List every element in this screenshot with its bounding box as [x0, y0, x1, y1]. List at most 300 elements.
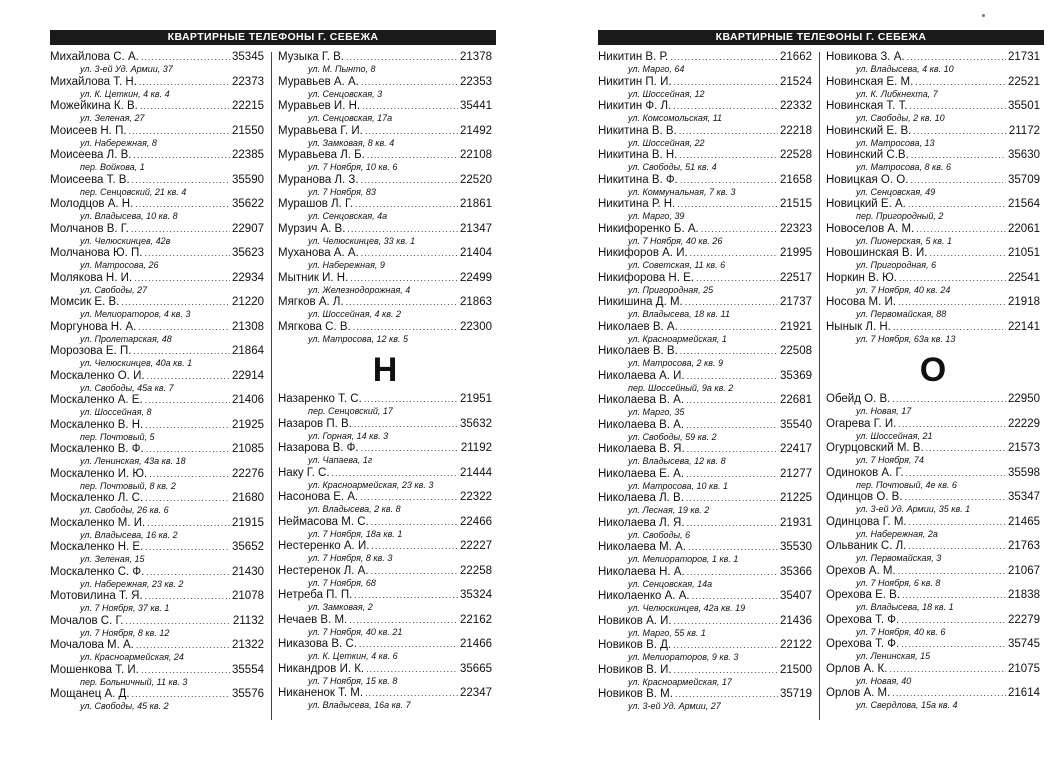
- street-address: ул. М. Пынто, 8: [308, 64, 376, 74]
- street-address: пер. Больничный, 11 кв. 3: [80, 676, 188, 687]
- dot-leader: [144, 247, 230, 260]
- phone-number: 21918: [1008, 296, 1040, 308]
- column-1: [50, 51, 264, 721]
- phone-number: 21430: [232, 565, 264, 578]
- entry-line: [598, 517, 812, 530]
- directory-entry: [826, 149, 1040, 174]
- subscriber-name: Москаленко М. И.: [50, 516, 146, 529]
- phone-number: 21378: [460, 51, 492, 63]
- entry-line: [50, 517, 264, 530]
- street-address: ул. Свободы, 6: [628, 529, 691, 540]
- street-address: ул. Железнодорожная, 4: [308, 284, 411, 295]
- directory-entry: [826, 223, 1040, 248]
- street-address: ул. К. Либкнехта, 7: [856, 88, 938, 99]
- directory-entry: [826, 516, 1040, 541]
- street-address: ул. Владысева, 4 кв. 10: [856, 64, 954, 74]
- street-address: ул. К. Цеткин, 4 кв. 4: [80, 88, 170, 99]
- dot-leader: [916, 223, 1006, 236]
- entry-line: [826, 687, 1040, 700]
- entry-line: [826, 296, 1040, 309]
- directory-entry: [278, 76, 492, 101]
- entry-line: [278, 223, 492, 236]
- street-address: ул. Набережная, 2а: [856, 528, 938, 539]
- subscriber-name: Никифорова Н. Е.: [598, 271, 694, 284]
- street-address: ул. 3-ей Уд. Армии, 35 кв. 1: [856, 504, 971, 514]
- subscriber-name: Никифоренко Б. А.: [598, 222, 699, 235]
- street-address: пер. Войкова, 1: [80, 162, 145, 172]
- phone-number: 35622: [232, 198, 264, 210]
- entry-line: [50, 664, 264, 677]
- dot-leader: [908, 540, 1006, 553]
- dot-leader: [915, 76, 1006, 89]
- subscriber-name: Молчанов В. Г.: [50, 222, 129, 235]
- street-address: ул. Матросова, 2 кв. 9: [628, 358, 723, 368]
- entry-line: [278, 272, 492, 285]
- entry-line: [598, 198, 812, 211]
- phone-number: 35530: [780, 541, 812, 553]
- directory-entry: [278, 272, 492, 297]
- street-address: ул. Свободы, 51 кв. 4: [628, 162, 717, 172]
- subscriber-name: Мягкова С. В.: [278, 320, 351, 333]
- street-address: ул. Челюскинцев, 42в: [80, 235, 171, 246]
- entry-line: [826, 565, 1040, 578]
- directory-entry: [598, 76, 812, 101]
- subscriber-name: Моисеев Н. П.: [50, 124, 127, 137]
- subscriber-name: Никитин П. И.: [598, 75, 672, 88]
- street-address: ул. Марго, 39: [628, 211, 685, 221]
- directory-entry: [598, 345, 812, 370]
- entry-line: [598, 174, 812, 187]
- dot-leader: [686, 468, 778, 481]
- entry-line: [50, 51, 264, 64]
- entry-line: [50, 174, 264, 187]
- subscriber-name: Никитина Р. Н.: [598, 198, 676, 210]
- entry-line: [598, 443, 812, 456]
- street-address: ул. Красноармейская, 1: [628, 333, 727, 344]
- directory-entry: [50, 492, 264, 517]
- subscriber-name: Назаренко Т. С.: [278, 393, 362, 405]
- phone-number: 35369: [780, 369, 812, 382]
- street-address: ул. Свердлова, 15а кв. 4: [856, 700, 958, 710]
- entry-line: [826, 393, 1040, 406]
- directory-entry: [826, 272, 1040, 297]
- phone-number: 35623: [232, 247, 264, 259]
- dot-leader: [145, 541, 230, 554]
- subscriber-name: Огурцовский М. В.: [826, 442, 924, 454]
- subscriber-name: Новоселов А. М.: [826, 222, 915, 235]
- phone-number: 21225: [780, 492, 812, 504]
- entry-line: [826, 589, 1040, 602]
- phone-number: 22108: [460, 149, 492, 161]
- entry-line: [598, 541, 812, 554]
- phone-number: 21172: [1008, 124, 1040, 137]
- phone-number: 22300: [460, 320, 492, 333]
- subscriber-name: Обейд О. В.: [826, 393, 891, 405]
- entry-line: [598, 419, 812, 432]
- subscriber-name: Мурашов Л. Г.: [278, 198, 354, 210]
- directory-entry: [598, 639, 812, 664]
- directory-entry: [826, 247, 1040, 272]
- directory-entry: [278, 418, 492, 443]
- dot-leader: [146, 443, 230, 456]
- dot-leader: [360, 491, 458, 504]
- dot-leader: [146, 566, 230, 579]
- phone-number: 22322: [460, 491, 492, 503]
- entry-line: [826, 442, 1040, 455]
- directory-entry: [826, 76, 1040, 101]
- dot-leader: [893, 321, 1006, 334]
- directory-entry: [598, 51, 812, 76]
- dot-leader: [149, 468, 230, 481]
- entry-line: [278, 442, 492, 455]
- entry-line: [50, 615, 264, 628]
- entry-line: [50, 198, 264, 211]
- directory-entry: [50, 615, 264, 640]
- street-address: ул. Зеленая, 15: [80, 554, 145, 564]
- subscriber-name: Никишина Д. М.: [598, 296, 683, 308]
- subscriber-name: Москаленко Л. С.: [50, 492, 144, 504]
- dot-leader: [136, 639, 230, 652]
- directory-entry: [278, 516, 492, 541]
- phone-number: 35554: [232, 663, 264, 676]
- phone-number: 22517: [780, 271, 812, 284]
- phone-number: 35745: [1008, 638, 1040, 650]
- entry-line: [278, 516, 492, 529]
- phone-number: 21051: [1008, 247, 1040, 259]
- subscriber-name: Назаров П. В.: [278, 417, 352, 430]
- dot-leader: [679, 149, 778, 162]
- entry-line: [826, 614, 1040, 627]
- street-address: ул. Владысева, 18 кв. 11: [628, 309, 730, 319]
- phone-number: 22508: [780, 345, 812, 357]
- directory-entry: [826, 589, 1040, 614]
- subscriber-name: Новиков В. И.: [598, 663, 672, 676]
- directory-entry: [50, 419, 264, 444]
- phone-number: 21763: [1008, 540, 1040, 552]
- directory-entry: [50, 149, 264, 174]
- directory-entry: [50, 345, 264, 370]
- directory-entry: [278, 247, 492, 272]
- entry-line: [278, 393, 492, 406]
- phone-number: 35576: [232, 688, 264, 700]
- entry-line: [598, 296, 812, 309]
- subscriber-name: Никандров И. К.: [278, 662, 365, 675]
- street-address: пер. Сенцовский, 21 кв. 4: [80, 186, 187, 197]
- entry-line: [598, 370, 812, 383]
- street-address: ул. Владысева, 10 кв. 8: [80, 211, 178, 221]
- directory-entry: [50, 468, 264, 493]
- phone-number: 22417: [780, 443, 812, 455]
- street-address: ул. Свободы, 45 кв. 2: [80, 701, 169, 711]
- subscriber-name: Новикова З. А.: [826, 51, 905, 63]
- dot-leader: [145, 590, 230, 603]
- entry-line: [598, 664, 812, 677]
- street-address: ул. Владысева, 16а кв. 7: [308, 700, 411, 710]
- entry-line: [50, 590, 264, 603]
- entry-line: [598, 51, 812, 64]
- street-address: ул. Владысева, 16 кв. 2: [80, 529, 178, 540]
- subscriber-name: Москаленко В. Н.: [50, 418, 144, 431]
- column-divider: [819, 52, 820, 720]
- street-address: ул. 3-ей Уд. Армии, 27: [628, 701, 721, 711]
- subscriber-name: Николаева А. И.: [598, 369, 685, 382]
- subscriber-name: Одинцова Г. М.: [826, 515, 907, 528]
- phone-number: 35709: [1008, 173, 1040, 186]
- dot-leader: [361, 247, 458, 260]
- subscriber-name: Николаева В. Я.: [598, 443, 685, 455]
- directory-entry: [826, 198, 1040, 223]
- dot-leader: [889, 663, 1006, 676]
- phone-number: 22353: [460, 75, 492, 88]
- street-address: ул. Красноармейская, 23 кв. 3: [308, 479, 434, 490]
- entry-line: [598, 566, 812, 579]
- dot-leader: [139, 76, 230, 89]
- directory-entry: [826, 638, 1040, 663]
- phone-number: 21322: [232, 639, 264, 651]
- phone-number: 21465: [1008, 515, 1040, 528]
- dot-leader: [147, 517, 230, 530]
- street-address: ул. Ленинская, 15: [856, 651, 931, 661]
- dot-leader: [673, 639, 778, 652]
- phone-number: 21075: [1008, 662, 1040, 675]
- dot-leader: [366, 663, 458, 676]
- subscriber-name: Москаленко И. Ю.: [50, 467, 148, 480]
- directory-entry: [50, 566, 264, 591]
- phone-number: 22934: [232, 271, 264, 284]
- directory-entry: [278, 51, 492, 76]
- street-address: пер. Сенцовский, 17: [308, 406, 393, 416]
- phone-number: 22332: [780, 100, 812, 112]
- street-address: ул. Свободы, 2 кв. 10: [856, 113, 945, 123]
- phone-number: 35540: [780, 418, 812, 431]
- page-mark: [982, 14, 985, 17]
- dot-leader: [901, 638, 1006, 651]
- entry-line: [826, 321, 1040, 334]
- directory-entry: [50, 51, 264, 76]
- entry-line: [50, 247, 264, 260]
- subscriber-name: Никитина В. Ф.: [598, 173, 678, 186]
- entry-line: [278, 76, 492, 89]
- dot-leader: [686, 419, 778, 432]
- entry-line: [598, 639, 812, 652]
- phone-number: 22907: [232, 222, 264, 235]
- dot-leader: [674, 76, 778, 89]
- subscriber-name: Муравьев И. Н.: [278, 100, 361, 112]
- entry-line: [50, 394, 264, 407]
- phone-number: 21995: [780, 247, 812, 259]
- dot-leader: [354, 418, 458, 431]
- phone-number: 35590: [232, 173, 264, 186]
- entry-line: [826, 149, 1040, 162]
- subscriber-name: Николаева Е. А.: [598, 467, 685, 480]
- subscriber-name: Новошинская В. И.: [826, 247, 928, 259]
- dot-leader: [361, 76, 458, 89]
- directory-entry: [278, 467, 492, 492]
- phone-number: 21308: [232, 320, 264, 333]
- subscriber-name: Николаева Л. Я.: [598, 516, 685, 529]
- dot-leader: [892, 687, 1006, 700]
- directory-entry: [50, 296, 264, 321]
- phone-number: 21404: [460, 247, 492, 259]
- street-address: ул. Владысева, 2 кв. 8: [308, 504, 401, 514]
- phone-number: 21192: [460, 442, 492, 454]
- phone-number: 22528: [780, 149, 812, 161]
- dot-leader: [353, 321, 458, 334]
- subscriber-name: Муранова Л. З.: [278, 173, 359, 186]
- page-columns: [598, 51, 1044, 721]
- street-address: ул. Пригородная, 6: [856, 260, 937, 270]
- subscriber-name: Одиноков А. Г.: [826, 466, 904, 479]
- directory-entry: [50, 223, 264, 248]
- dot-leader: [679, 125, 778, 138]
- subscriber-name: Новиков В. Д.: [598, 639, 672, 651]
- street-address: ул. Свободы, 45а кв. 7: [80, 382, 174, 393]
- subscriber-name: Никитин В. Р.: [598, 51, 669, 63]
- street-address: ул. Набережная, 8: [80, 137, 157, 148]
- street-address: ул. Советская, 11 кв. 6: [628, 260, 726, 270]
- directory-entry: [50, 174, 264, 199]
- entry-line: [278, 589, 492, 602]
- entry-line: [826, 418, 1040, 431]
- street-address: ул. 7 Ноября, 18а кв. 1: [308, 528, 403, 539]
- dot-leader: [361, 442, 459, 455]
- subscriber-name: Нестеренко А. И.: [278, 540, 370, 552]
- street-address: ул. Свободы, 27: [80, 284, 148, 295]
- phone-number: 22258: [460, 564, 492, 577]
- subscriber-name: Ольваник С. Л.: [826, 540, 907, 552]
- dot-leader: [365, 125, 458, 138]
- directory-entry: [826, 663, 1040, 688]
- subscriber-name: Насонова Е. А.: [278, 491, 359, 503]
- phone-number: 35366: [780, 565, 812, 578]
- street-address: ул. 7 Ноября, 15 кв. 8: [308, 675, 398, 686]
- street-address: ул. Свободы, 26 кв. 6: [80, 505, 169, 515]
- dot-leader: [907, 51, 1006, 64]
- street-address: ул. Коммунальная, 7 кв. 3: [628, 186, 736, 197]
- entry-line: [50, 345, 264, 358]
- dot-leader: [909, 516, 1006, 529]
- subscriber-name: Николаева М. А.: [598, 541, 686, 553]
- phone-number: 21515: [780, 198, 812, 210]
- street-address: ул. Новая, 17: [856, 406, 912, 416]
- dot-leader: [670, 51, 778, 64]
- directory-entry: [598, 247, 812, 272]
- directory-entry: [50, 125, 264, 150]
- subscriber-name: Мягков А. Л.: [278, 296, 344, 308]
- dot-leader: [371, 516, 458, 529]
- entry-line: [278, 125, 492, 138]
- phone-number: 21921: [780, 320, 812, 333]
- subscriber-name: Нестеренок Л. А.: [278, 564, 369, 577]
- page-header: КВАРТИРНЫЕ ТЕЛЕФОНЫ Г. СЕБЕЖА: [598, 30, 1044, 45]
- directory-entry: [598, 566, 812, 591]
- dot-leader: [913, 125, 1007, 138]
- phone-number: 21863: [460, 296, 492, 308]
- subscriber-name: Новинская Т. Т.: [826, 100, 908, 112]
- phone-number: 21067: [1008, 564, 1040, 577]
- entry-line: [278, 100, 492, 113]
- street-address: ул. Матросова, 12 кв. 5: [308, 333, 408, 344]
- street-address: ул. Матросова, 10 кв. 1: [628, 480, 728, 491]
- directory-entry: [278, 540, 492, 565]
- phone-number: 22276: [232, 467, 264, 480]
- dot-leader: [133, 149, 230, 162]
- street-address: ул. Шоссейная, 12: [628, 88, 705, 99]
- subscriber-name: Норкин В. Ю.: [826, 271, 897, 284]
- entry-line: [826, 247, 1040, 260]
- subscriber-name: Муханова А. А.: [278, 247, 359, 259]
- subscriber-name: Мочалова М. А.: [50, 639, 134, 651]
- directory-entry: [598, 174, 812, 199]
- dot-leader: [908, 198, 1006, 211]
- subscriber-name: Николаев В. В.: [598, 345, 678, 357]
- entry-line: [598, 149, 812, 162]
- street-address: ул. Марго, 55 кв. 1: [628, 627, 706, 638]
- directory-entry: [50, 664, 264, 689]
- phone-number: 22914: [232, 369, 264, 382]
- directory-entry: [826, 321, 1040, 346]
- dot-leader: [147, 370, 230, 383]
- directory-entry: [278, 442, 492, 467]
- dot-leader: [677, 198, 778, 211]
- subscriber-name: Новинский Е. В.: [826, 124, 912, 137]
- entry-line: [598, 100, 812, 113]
- street-address: ул. Мелиораторов, 4 кв. 3: [80, 309, 191, 319]
- street-address: ул. Владысева, 18 кв. 1: [856, 602, 954, 612]
- dot-leader: [145, 419, 230, 432]
- directory-entry: [50, 100, 264, 125]
- subscriber-name: Михайлова С. А.: [50, 51, 139, 63]
- directory-entry: [826, 125, 1040, 150]
- phone-number: 22162: [460, 613, 492, 626]
- entry-line: [50, 566, 264, 579]
- phone-number: 22520: [460, 173, 492, 186]
- directory-entry: [50, 590, 264, 615]
- directory-entry: [598, 198, 812, 223]
- dot-leader: [350, 272, 458, 285]
- phone-number: 21347: [460, 222, 492, 235]
- directory-entry: [826, 296, 1040, 321]
- subscriber-name: Одинцов О. В.: [826, 491, 903, 503]
- street-address: ул. 7 Ноября, 40 кв. 26: [628, 235, 723, 246]
- subscriber-name: Молчанова Ю. П.: [50, 247, 143, 259]
- dot-leader: [131, 223, 230, 236]
- subscriber-name: Никитин Ф. Л.: [598, 100, 672, 112]
- phone-number: 21564: [1008, 198, 1040, 210]
- entry-line: [50, 639, 264, 652]
- directory-entry: [598, 468, 812, 493]
- dot-leader: [346, 296, 458, 309]
- directory-entry: [826, 442, 1040, 467]
- subscriber-name: Новинский С.В.: [826, 149, 909, 161]
- street-address: ул. Зеленая, 27: [80, 113, 145, 123]
- directory-entry: [826, 51, 1040, 76]
- dot-leader: [121, 296, 230, 309]
- phone-number: 21277: [780, 467, 812, 480]
- phone-number: 35407: [780, 590, 812, 602]
- phone-number: 21500: [780, 663, 812, 676]
- phone-number: 21524: [780, 75, 812, 88]
- phone-number: 35501: [1008, 100, 1040, 112]
- phone-number: 21466: [460, 638, 492, 650]
- street-address: пер. Почтовый, 4е кв. 6: [856, 479, 957, 490]
- column-divider: [271, 52, 272, 720]
- subscriber-name: Назарова В. Ф.: [278, 442, 359, 454]
- phone-number: 21861: [460, 198, 492, 210]
- phone-number: 22681: [780, 394, 812, 406]
- phone-number: 21132: [232, 614, 264, 627]
- street-address: ул. 7 Ноября, 8 кв. 12: [80, 627, 170, 638]
